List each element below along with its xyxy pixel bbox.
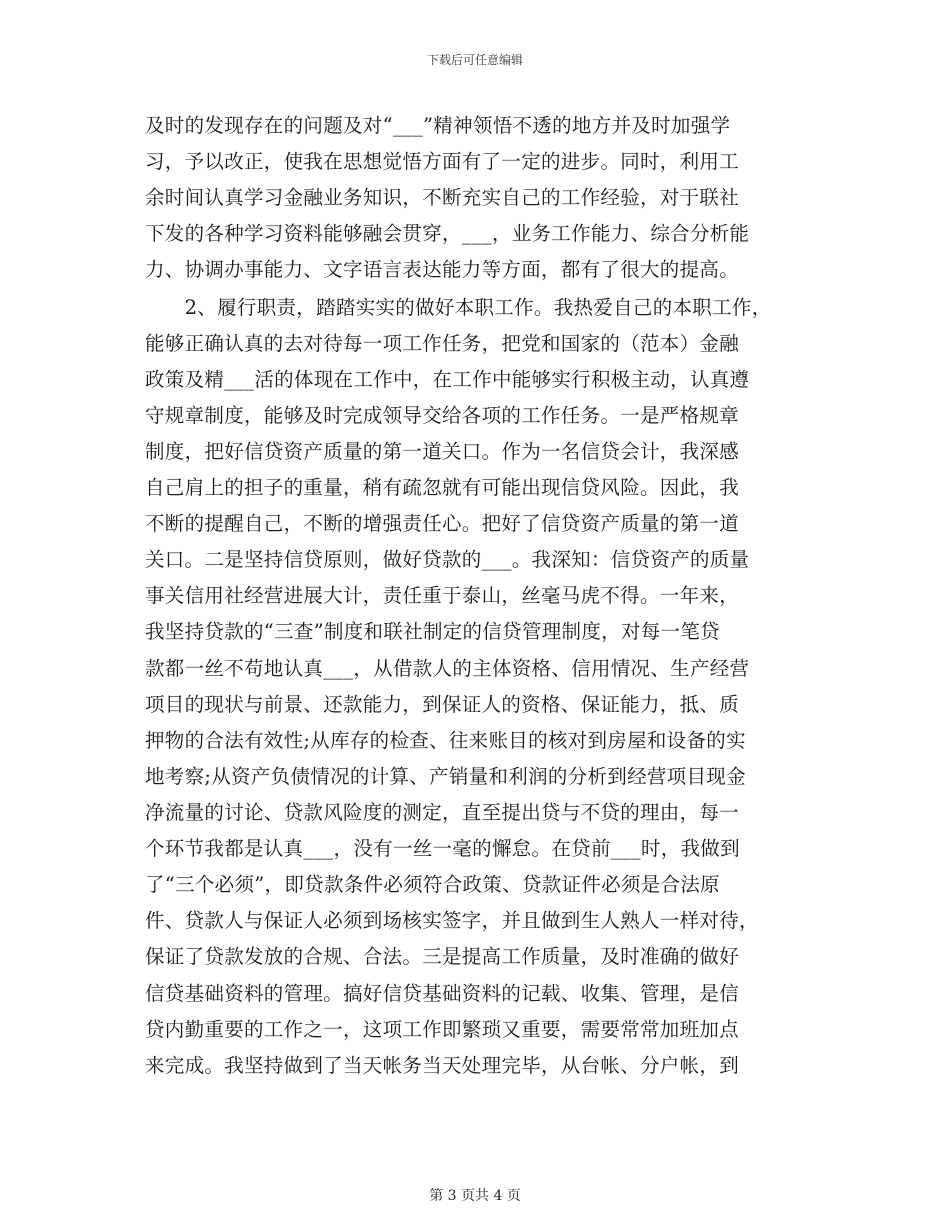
text-line: 信贷基础资料的管理。搞好信贷基础资料的记载、收集、管理，是信 <box>145 982 740 1005</box>
text-line: 来完成。我坚持做到了当天帐务当天处理完毕，从台帐、分户帐，到 <box>145 1054 740 1077</box>
text-line: 事关信用社经营进展大计，责任重于泰山，丝毫马虎不得。一年来， <box>145 584 740 607</box>
text-line: 不断的提醒自己，不断的增强责任心。把好了信贷资产质量的第一道 <box>145 512 740 535</box>
text-line: 款都一丝不苟地认真___，从借款人的主体资格、信用情况、生产经营 <box>145 657 750 680</box>
text-line: 能够正确认真的去对待每一项工作任务，把党和国家的（范本）金融 <box>145 332 740 355</box>
text-line: 关口。二是坚持信贷原则，做好贷款的___。我深知：信贷资产的质量 <box>145 548 750 571</box>
text-line: 政策及精___活的体现在工作中，在工作中能够实行积极主动，认真遵 <box>145 368 750 391</box>
page-header: 下载后可任意编辑 <box>426 53 523 67</box>
text-line: 自己肩上的担子的重量，稍有疏忽就有可能出现信贷风险。因此，我 <box>145 476 740 499</box>
text-line: 净流量的讨论、贷款风险度的测定，直至提出贷与不贷的理由，每一 <box>145 801 740 824</box>
text-line: 及时的发现存在的问题及对“___”精神领悟不透的地方并及时加强学 <box>145 114 731 137</box>
text-line: 地考察;从资产负债情况的计算、产销量和利润的分析到经营项目现金 <box>145 765 746 788</box>
text-line: 了“三个必须”，即贷款条件必须符合政策、贷款证件必须是合法原 <box>145 873 720 896</box>
page-footer: 第 3 页共 4 页 <box>429 1188 521 1204</box>
text-line: 项目的现状与前景、还款能力，到保证人的资格、保证能力，抵、质 <box>145 693 740 716</box>
text-line: 习，予以改正，使我在思想觉悟方面有了一定的进步。同时，利用工 <box>145 150 740 173</box>
text-line: 下发的各种学习资料能够融会贯穿，___，业务工作能力、综合分析能 <box>145 222 750 245</box>
text-line: 保证了贷款发放的合规、合法。三是提高工作质量，及时准确的做好 <box>145 945 740 968</box>
text-line: 力、协调办事能力、文字语言表达能力等方面，都有了很大的提高。 <box>145 258 740 281</box>
text-line: 个环节我都是认真___，没有一丝一毫的懈怠。在贷前___时，我做到 <box>145 837 740 860</box>
text-line: 件、贷款人与保证人必须到场核实签字，并且做到生人熟人一样对待， <box>145 909 759 932</box>
text-line: 余时间认真学习金融业务知识，不断充实自己的工作经验，对于联社 <box>145 186 740 209</box>
text-line: 2、履行职责，踏踏实实的做好本职工作。我热爱自己的本职工作， <box>145 296 772 319</box>
text-line: 我坚持贷款的“三查”制度和联社制定的信贷管理制度，对每一笔贷 <box>145 620 720 643</box>
text-line: 制度，把好信贷资产质量的第一道关口。作为一名信贷会计，我深感 <box>145 440 740 463</box>
text-line: 贷内勤重要的工作之一，这项工作即繁琐又重要，需要常常加班加点 <box>145 1018 740 1041</box>
text-line: 守规章制度，能够及时完成领导交给各项的工作任务。一是严格规章 <box>145 404 740 427</box>
text-line: 押物的合法有效性;从库存的检查、往来账目的核对到房屋和设备的实 <box>145 729 746 752</box>
